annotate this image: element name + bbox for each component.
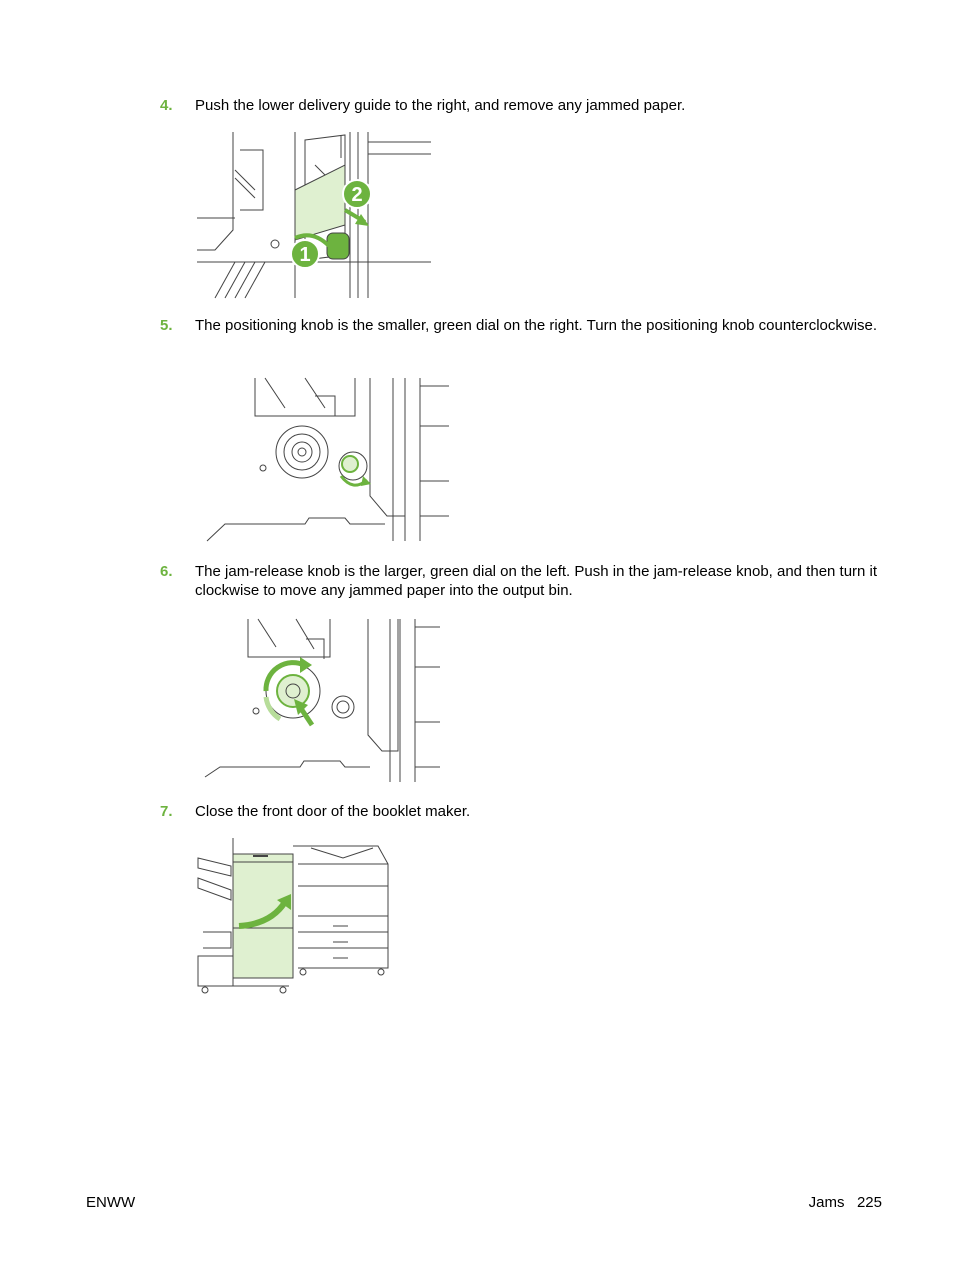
figure-jam-release-knob — [200, 617, 445, 785]
positioning-knob-illustration — [205, 376, 455, 544]
delivery-guide-illustration — [195, 130, 435, 300]
callout-2-label: 2 — [351, 184, 363, 206]
step-text: The positioning knob is the smaller, green dial on the right. Turn the positioning knob counterclockwise. — [195, 317, 878, 334]
figure-delivery-guide — [195, 130, 435, 300]
jam-release-knob — [277, 675, 309, 707]
figure-positioning-knob — [205, 376, 455, 544]
step-number: 5. — [160, 317, 173, 334]
step-text: Push the lower delivery guide to the right, and remove any jammed paper. — [195, 97, 686, 114]
step-number: 7. — [160, 803, 173, 820]
callout-1-label: 1 — [299, 244, 311, 266]
front-door — [233, 854, 293, 978]
step-text: The jam-release knob is the larger, green dial on the left. Push in the jam-release knob, and then turn it clockwise to move any jammed paper into the output bin. — [195, 563, 878, 599]
step-number: 4. — [160, 97, 173, 114]
step-number: 6. — [160, 563, 173, 580]
jam-release-knob-illustration — [200, 617, 445, 785]
footer-section: Jams — [808, 1194, 845, 1211]
footer-page-number: 225 — [856, 1194, 882, 1211]
booklet-maker-illustration — [193, 836, 393, 998]
footer-right — [809, 1194, 882, 1211]
footer-left: ENWW — [86, 1194, 136, 1211]
positioning-knob — [342, 456, 358, 472]
figure-close-front-door — [193, 836, 393, 998]
step-text: Close the front door of the booklet maker. — [195, 803, 471, 820]
